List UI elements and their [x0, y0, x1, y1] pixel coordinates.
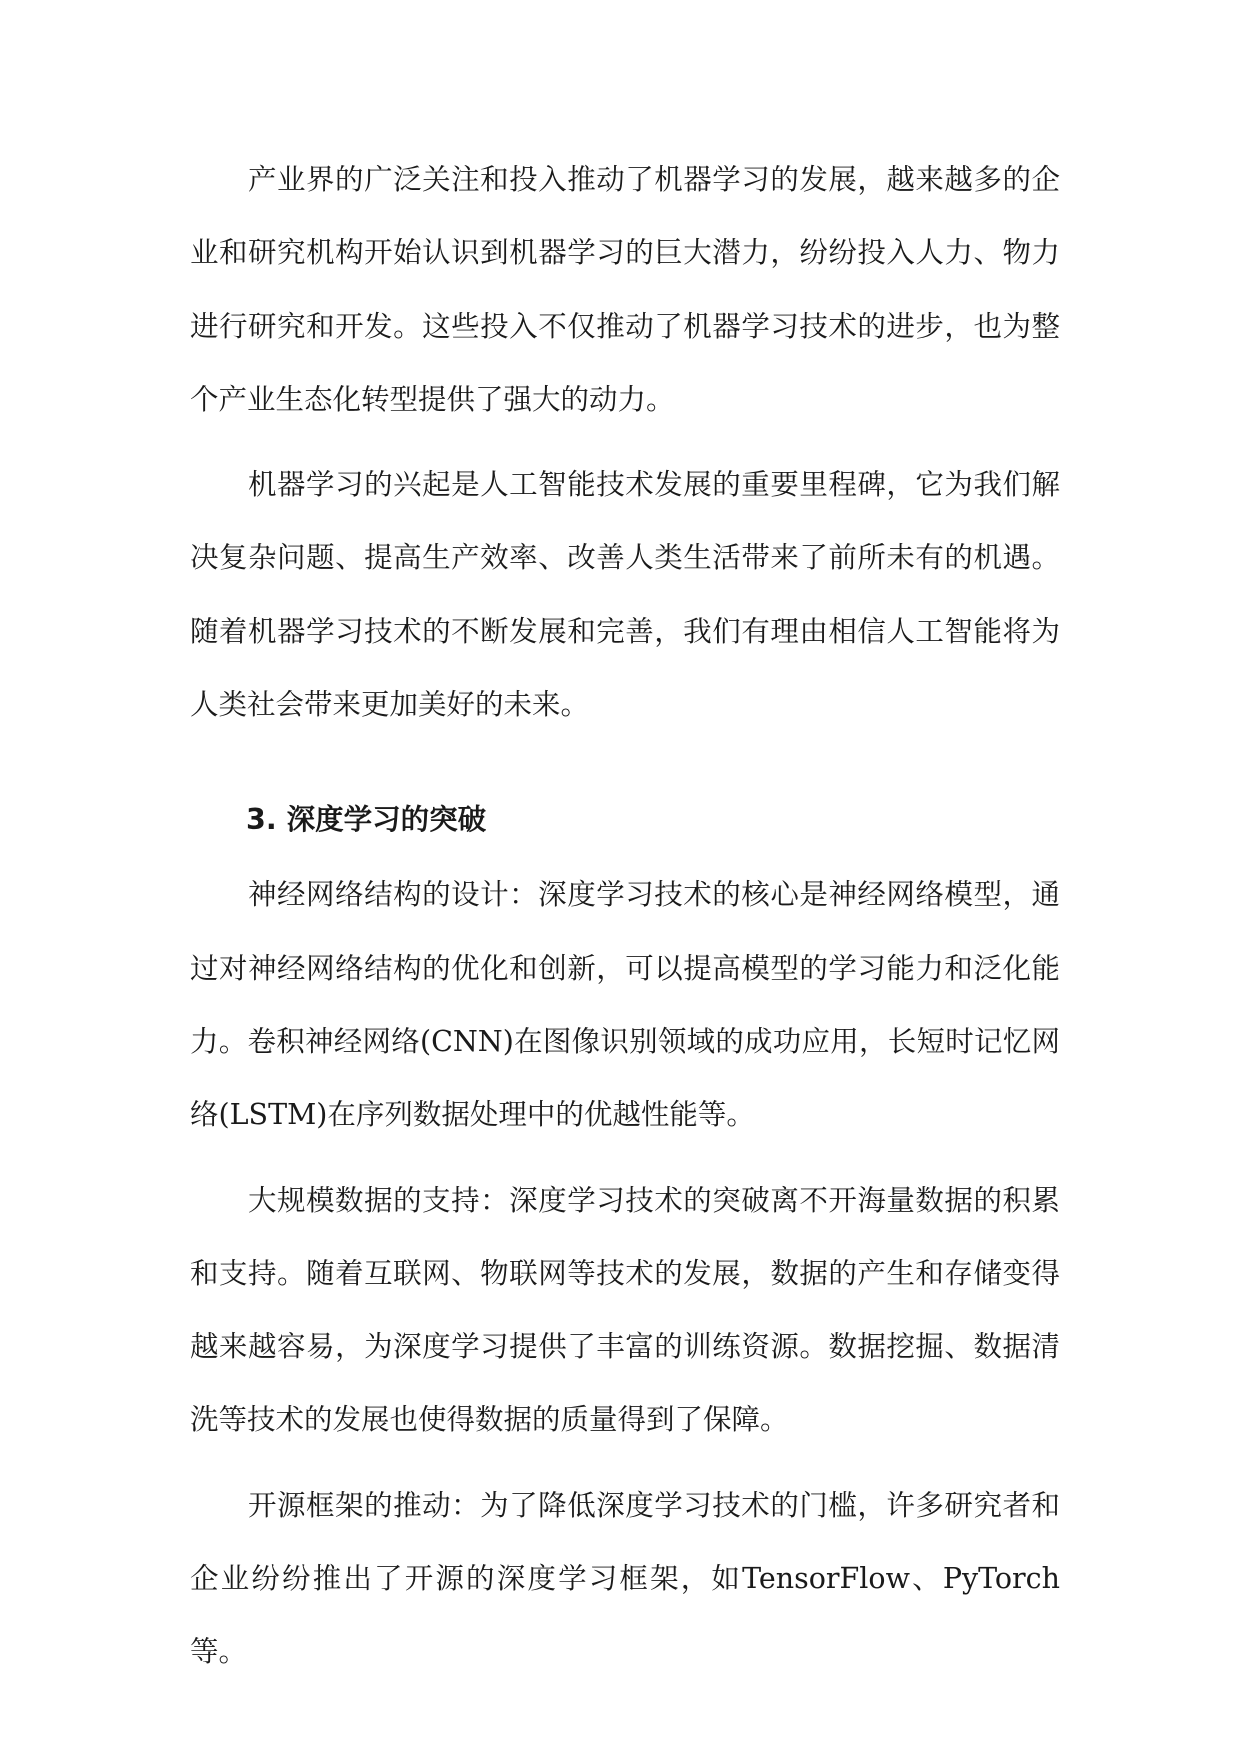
paragraph-big-data: 大规模数据的支持：深度学习技术的突破离不开海量数据的积累和支持。随着互联网、物联网等技术的发展，数据的产生和存储变得越来越容易，为深度学习提供了丰富的训练资源。数据挖掘、数据清洗等技术的发展也使得数据的质量得到了保障。 [190, 1183, 1060, 1437]
document-body [190, 143, 1060, 1701]
paragraph-industry-investment: 产业界的广泛关注和投入推动了机器学习的发展，越来越多的企业和研究机构开始认识到机器学习的巨大潜力，纷纷投入人力、物力进行研究和开发。这些投入不仅推动了机器学习技术的进步，也为整个产业生态化转型提供了强大的动力。 [190, 163, 1060, 416]
paragraph-network-design: 神经网络结构的设计：深度学习技术的核心是神经网络模型，通过对神经网络结构的优化和创新，可以提高模型的学习能力和泛化能力。卷积神经网络(CNN)在图像识别领域的成功应用，长短时记忆网络(LSTM)在序列数据处理中的优越性能等。 [190, 878, 1060, 1132]
section-heading-deep-learning: 3. 深度学习的突破 [246, 803, 487, 837]
paragraph-open-source: 开源框架的推动：为了降低深度学习技术的门槛，许多研究者和企业纷纷推出了开源的深度学习框架，如TensorFlow、PyTorch等。 [190, 1488, 1060, 1669]
paragraph-ml-milestone: 机器学习的兴起是人工智能技术发展的重要里程碑，它为我们解决复杂问题、提高生产效率、改善人类生活带来了前所未有的机遇。随着机器学习技术的不断发展和完善，我们有理由相信人工智能将为人类社会带来更加美好的未来。 [190, 468, 1060, 722]
